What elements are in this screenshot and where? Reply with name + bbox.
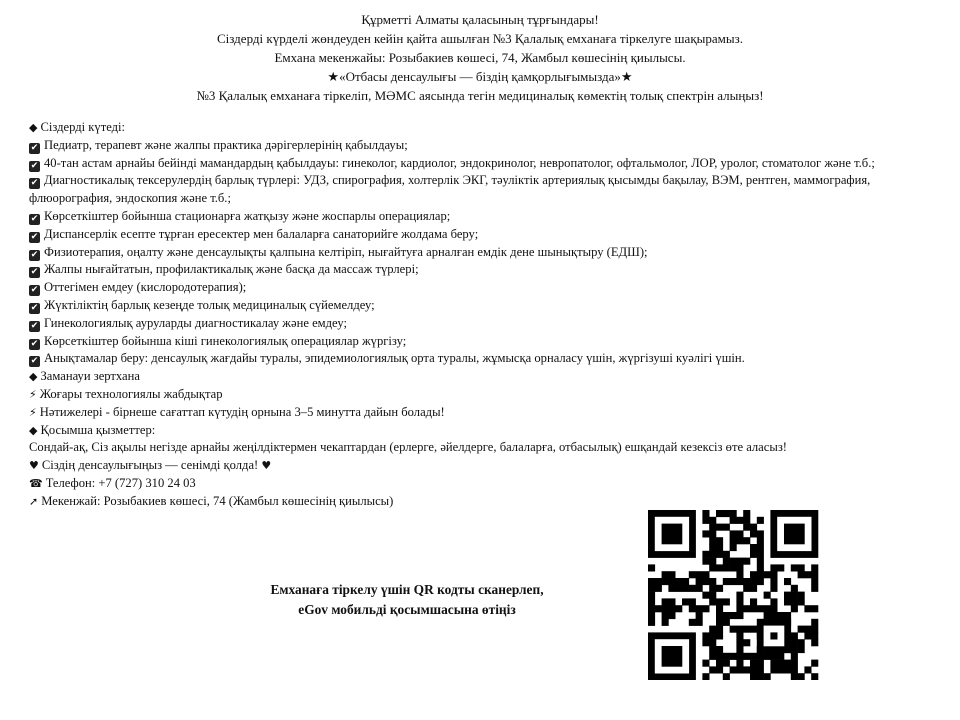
checkbox-icon: ✔: [30, 302, 39, 313]
service-item: ✔ Педиатр, терапевт және жалпы практика дәрігерлерінің қабылдауы;: [30, 137, 408, 153]
service-item: ✔ Жүктіліктің барлық кезеңде толық медициналық сүйемелдеу;: [30, 297, 375, 313]
service-item: ✔ Көрсеткіштер бойынша стационарға жатқызу және жоспарлы операциялар;: [30, 208, 451, 224]
qr-code[interactable]: [636, 510, 830, 680]
clinic-address: Емхана мекенжайы: Розыбакиев көшесі, 74, Жамбыл көшесінің қиылысы.: [274, 50, 686, 65]
slogan-text: «Отбасы денсаулығы — біздің қамқорлығымызда»: [339, 69, 621, 84]
lightning-icon: ⚡: [29, 387, 37, 401]
qr-caption-line1: Емханаға тіркелу үшін QR кодты сканерлеп,: [270, 582, 544, 597]
service-item: ✔ 40-тан астам арнайы бейінді мамандардың қабылдауы: гинеколог, кардиолог, эндокринолог, невропатолог, офтальмолог, ЛОР, уролог, стоматолог және т.б.;: [30, 155, 875, 171]
heart-icon: ♥: [261, 459, 272, 473]
checkbox-icon: ✔: [30, 249, 39, 260]
section-title-extra: ◆ Қосымша қызметтер:: [29, 422, 156, 437]
qr-code-image: [636, 510, 830, 680]
checkbox-icon: ✔: [30, 231, 39, 242]
services-list: [29, 137, 939, 368]
lab-item: ⚡ Жоғары технологиялы жабдықтар: [29, 386, 223, 401]
health-slogan: ♥ Сіздің денсаулығыңыз — сенімді қолда! ♥: [29, 458, 272, 473]
extra-text: Сондай-ақ, Сіз ақылы негізде арнайы жеңілдіктермен чекаптардан (ерлерге, әйелдерге, балаларға, отбасылық) ешқандай кезексіз өте аласыз!: [29, 440, 787, 455]
service-item: ✔ Жалпы нығайтатын, профилактикалық және басқа да массаж түрлері;: [30, 262, 419, 278]
checkbox-icon: ✔: [30, 178, 39, 189]
service-item: ✔ Көрсеткіштер бойынша кіші гинекологиялық операциялар жүргізу;: [30, 333, 407, 349]
checkbox-icon: ✔: [30, 142, 39, 153]
lab-item: ⚡ Нәтижелері - бірнеше сағаттап күтудің орнына 3–5 минутта дайын болады!: [29, 404, 445, 419]
diamond-icon: ◆: [29, 121, 38, 134]
diamond-icon: ◆: [29, 423, 38, 437]
service-item: ✔ Диспансерлік есепте тұрған ересектер мен балаларға санаторийге жолдама беру;: [30, 226, 479, 242]
checkbox-icon: ✔: [30, 160, 39, 171]
register-call: №3 Қалалық емханаға тіркеліп, МӘМС аясында тегін медициналық көмектің толық спектрін алыңыз!: [196, 88, 764, 103]
phone-icon: ☎: [29, 476, 43, 490]
qr-caption: [212, 580, 602, 620]
diamond-icon: ◆: [29, 370, 38, 384]
address-line: ➚ Мекенжай: Розыбакиев көшесі, 74 (Жамбыл көшесінің қиылысы): [29, 493, 394, 508]
service-item: ✔ Оттегімен емдеу (кислородотерапия);: [30, 280, 247, 296]
pin-icon: ➚: [29, 494, 39, 508]
slogan-line: [0, 67, 960, 86]
checkbox-icon: ✔: [30, 285, 39, 296]
checkbox-icon: ✔: [30, 267, 39, 278]
checkbox-icon: ✔: [30, 338, 39, 349]
phone-line: ☎ Телефон: +7 (727) 310 24 03: [29, 475, 196, 490]
checkbox-icon: ✔: [30, 320, 39, 331]
heart-icon: ♥: [29, 459, 39, 473]
checkbox-icon: ✔: [30, 356, 39, 367]
star-icon: ★: [620, 69, 633, 84]
service-item: ✔ Физиотерапия, оңалту және денсаулықты қалпына келтіріп, нығайтуға арналған емдік дене шынықтыру (ЕДШ);: [30, 244, 648, 260]
star-icon: ★: [327, 69, 340, 84]
header: [0, 10, 960, 105]
service-item: ✔ Диагностикалық тексерулердің барлық түрлері: УДЗ, спирография, холтерлік ЭКГ, тәуліктік артериялық қысымды бақылау, ВЭМ, рентген, маммография, флюорография, эндоскопия және т.б.;: [29, 173, 871, 206]
qr-caption-line2: eGov мобильді қосымшасына өтіңіз: [298, 602, 516, 617]
section-title-awaits: ◆ Сіздерді күтеді:: [29, 120, 126, 134]
service-item: ✔ Гинекологиялық ауруларды диагностикалау және емдеу;: [30, 315, 347, 331]
service-item: ✔ Анықтамалар беру: денсаулық жағдайы туралы, эпидемиологиялық орта туралы, жұмысқа орналасу үшін, жүргізуші куәлігі үшін.: [30, 351, 745, 367]
invitation: Сіздерді күрделі жөндеуден кейін қайта ашылған №3 Қалалық емханаға тіркелуге шақырамыз.: [217, 31, 743, 46]
content-body: [29, 119, 939, 511]
checkbox-icon: ✔: [30, 213, 39, 224]
section-title-lab: ◆ Заманауи зертхана: [29, 369, 140, 384]
greeting: Құрметті Алматы қаласының тұрғындары!: [361, 12, 599, 27]
lightning-icon: ⚡: [29, 405, 37, 419]
